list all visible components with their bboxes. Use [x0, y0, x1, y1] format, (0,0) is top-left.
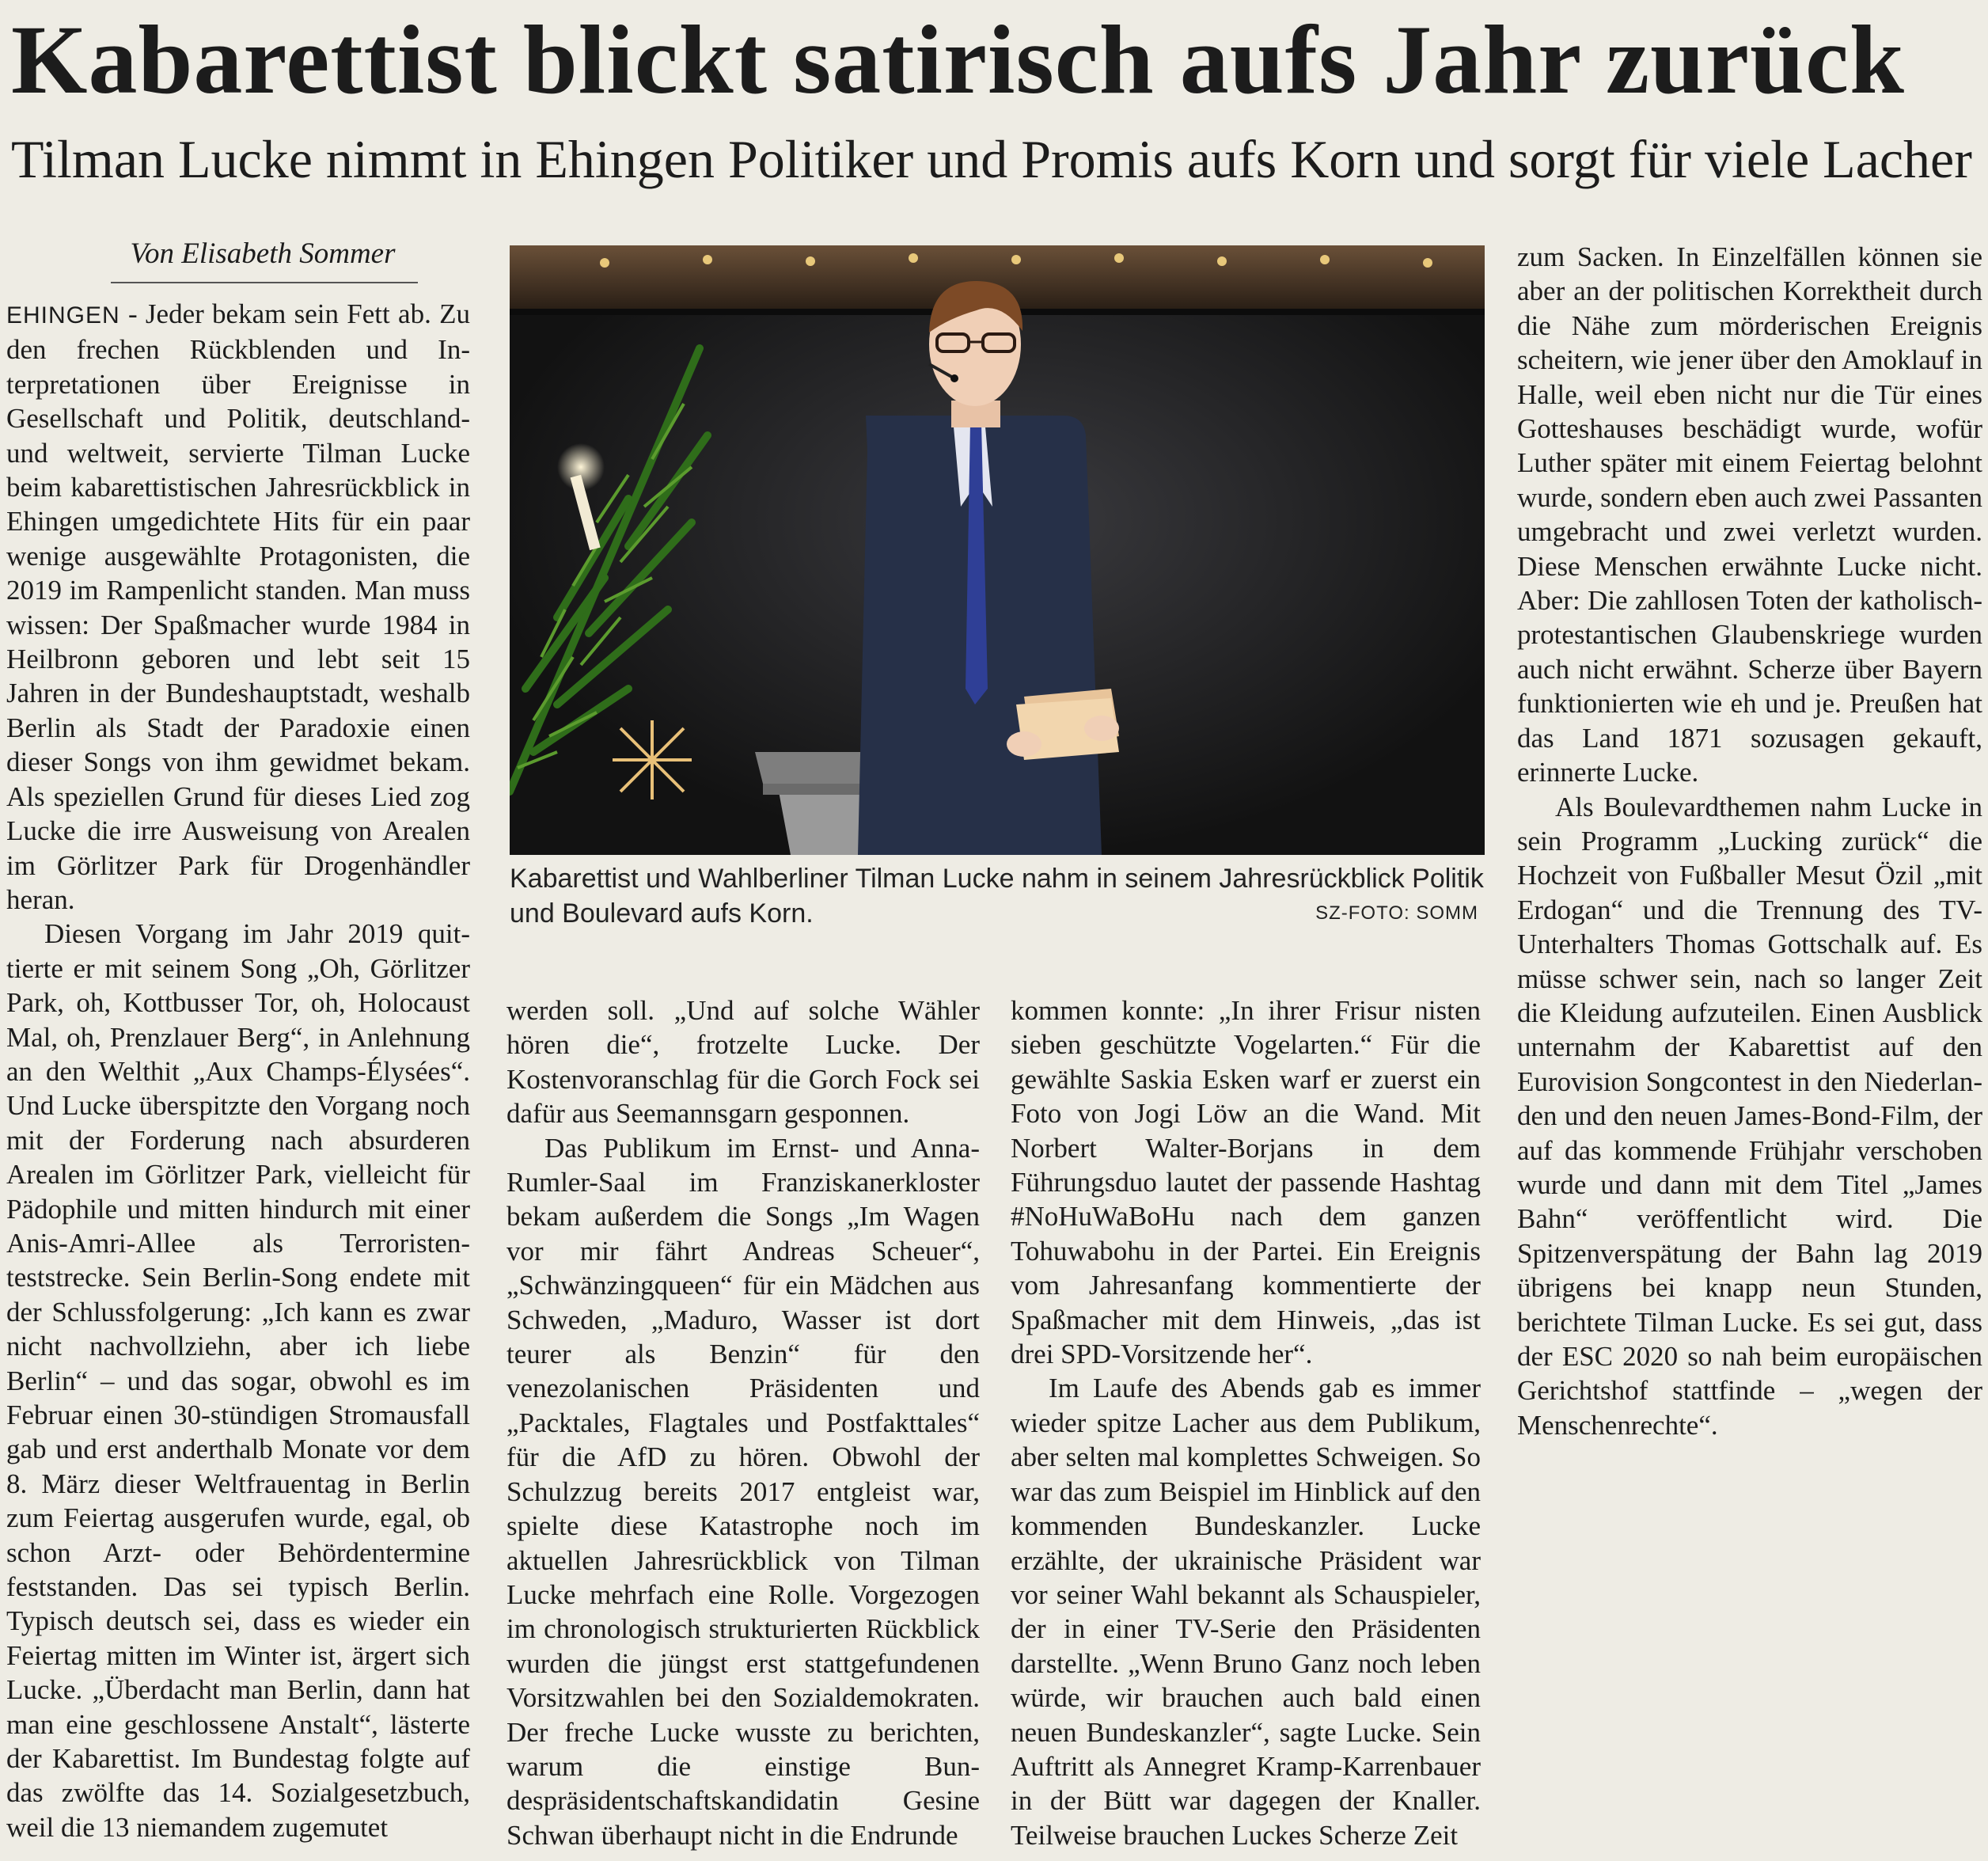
photo-credit: SZ-FOTO: SOMM	[1315, 902, 1478, 924]
continued-text: kommen konnte: „In ihrer Frisur nisten sieben geschützte Vogelarten.“ Für die gewählte Saskia Esken warf er zuerst ein Foto von Jogi Löw an die Wand. Mit Norbert Walter-Borjans in dem Führungsduo lautet der passende Hashtag #NoHuWaBoHu nach dem ganzen Tohuwabohu in der Partei. Ein Ereignis vom Jahresanfang kommentierte der Spaßmacher mit dem Hinweis, „das ist drei SPD-Vorsitzende her“.	[1011, 995, 1481, 1370]
paragraph-5: Als Boulevardthemen nahm Lucke in sein Programm „Lucking zurück“ die Hochzeit von Fußballer Mesut Özil „mit Erdogan“ und die Trennung des TV-Unterhalters Thomas Gottschalk auf. Es müsse schwer sein, nach so langer Zeit die Kleidung aufzuteilen. Einen Ausblick unternahm der Kabarettist auf den Eurovision Songcontest in den Niederlanden und den neuen James-Bond-Film, der auf das kommende Frühjahr verschoben wurde und dann mit dem Titel „James Bahn“ veröffentlicht wird. Die Spitzenverspätung der Bahn lag 2019 übrigens bei knapp neun Stunden, berichtete Tilman Lucke. Es sei gut, dass der ESC 2020 so nah beim europäischen Gerichtshof stattfinde – „wegen der Menschenrechte“.	[1517, 791, 1982, 1441]
stage-photo-illustration	[510, 245, 1485, 855]
continued-text: zum Sacken. In Einzelfällen können sie aber an der politischen Korrektheit durch die Nähe zum mörderischen Ereignis scheitern, wie jener über den Amoklauf in Halle, weil eben nicht nur die Tür eines Gotteshauses beschädigt wurde, wofür Luther später mit einem Feiertag belohnt wurde, sondern eben auch zwei Passanten umgebracht und zwei verletzt wurden. Diese Menschen erwähnte Lucke nicht. Aber: Die zahllosen Toten der katholisch-protestantischen Glaubenskriege wurden auch nicht erwähnt. Scherze über Bayern funktionierten wie eh und je. Preußen hat das Land 1871 sozusagen gekauft, erinnerte Lucke.	[1517, 241, 1982, 788]
caption-text: Kabarettist und Wahlberliner Tilman Lucke nahm in seinem Jahresrückblick Politik und Boulevard aufs Korn.	[510, 864, 1484, 929]
lead-text: - Jeder bekam sein Fett ab. Zu den frechen Rückblenden und Interpretationen über Ereignisse in Gesellschaft und Politik, deutschland- und weltweit, servierte Tilman Lucke beim kabarettistischen Jahresrückblick in Ehingen umgedichtete Hits für ein paar wenige ausgewählte Protagonisten, die 2019 im Rampenlicht standen. Man muss wissen: Der Spaßmacher wurde 1984 in Heilbronn geboren und lebt seit 15 Jahren in der Bundeshauptstadt, weshalb Berlin als Stadt der Paradoxie einen dieser Songs von ihm gewidmet bekam. Als speziellen Grund für dieses Lied zog Lucke die irre Ausweisung von Arealen im Görlitzer Park für Drogenhändler heran.	[6, 298, 470, 915]
byline-rule	[111, 282, 418, 283]
photo-caption	[510, 861, 1485, 931]
paragraph-3: Das Publikum im Ernst- und Anna-Rumler-Saal im Franziskanerkloster bekam außerdem die Songs „Im Wagen vor mir fährt Andreas Scheuer“, „Schwänzingqueen“ für ein Mädchen aus Schweden, „Maduro, Wasser ist dort teurer als Benzin“ für den venezolanischen Präsidenten und „Packtales, Flagtales und Postfakttales“ für die AfD zu hören. Obwohl der Schulzzug bereits 2017 entgleist war, spielte diese Katastrophe noch im aktuellen Jahresrückblick von Tilman Lucke mehrfach eine Rolle. Vorgezogen im chronologisch strukturierten Rückblick wurden die jüngst erst stattgefundenen Vorsitzwahlen bei den Sozialdemokraten. Der freche Lucke wusste zu berichten, warum die einstige Bundespräsidentschaftskandidatin Gesine Schwan überhaupt nicht in die Endrunde	[506, 1132, 980, 1851]
column-4	[1517, 240, 1982, 1442]
dateline: EHINGEN	[6, 302, 120, 329]
subheadline: Tilman Lucke nimmt in Ehingen Politiker und Promis aufs Korn und sorgt für viele Lacher	[11, 129, 1972, 189]
column-2	[506, 993, 980, 1852]
continued-text: werden soll. „Und auf solche Wähler hören die“, frotzelte Lucke. Der Kostenvoranschlag für die Gorch Fock sei dafür aus Seemannsgarn gesponnen.	[506, 995, 980, 1130]
paragraph-2: Diesen Vorgang im Jahr 2019 quittierte er mit seinem Song „Oh, Görlitzer Park, oh, Kottbusser Tor, oh, Holocaust Mal, oh, Prenzlauer Berg“, in Anlehnung an den Welthit „Aux Champs-Élysées“. Und Lucke überspitzte den Vorgang noch mit der Forderung nach absurderen Arealen im Görlitzer Park, vielleicht für Pädophile und mitten hindurch mit einer Anis-Amri-Allee als Terroristenteststrecke. Sein Berlin-Song endete mit der Schlussfolgerung: „Ich kann es zwar nicht nachvollziehn, aber ich liebe Berlin“ – und das sogar, obwohl es im Februar einen 30-stündigen Stromausfall gab und erst anderthalb Monate vor dem 8. März dieser Weltfrauentag in Berlin zum Feiertag ausgerufen wurde, egal, ob schon Arzt- oder Behördentermine feststanden. Das sei typisch Berlin. Typisch deutsch sei, dass es wieder ein Feiertag mitten im Winter ist, ärgert sich Lucke. „Überdacht man Berlin, dann hat man eine geschlossene Anstalt“, lästerte der Kabarettist. Im Bundestag folgte auf das zwölfte das 14. Sozialgesetzbuch, weil die 13 niemandem zugemutet	[6, 918, 470, 1843]
column-1	[6, 297, 470, 1844]
byline: Von Elisabeth Sommer	[130, 237, 396, 270]
headline: Kabarettist blickt satirisch aufs Jahr zurück	[11, 6, 1906, 114]
column-3	[1011, 993, 1481, 1852]
lead-paragraph	[6, 297, 470, 917]
paragraph-4: Im Laufe des Abends gab es immer wieder spitze Lacher aus dem Publikum, aber selten mal komplettes Schweigen. So war das zum Beispiel im Hinblick auf den kommenden Bundeskanzler. Lucke erzählte, der ukrainische Präsident war vor seiner Wahl bekannt als Schauspieler, der in einer TV-Serie den Präsidenten darstellte. „Wenn Bruno Ganz noch leben würde, wir brauchen auch bald einen neuen Bundeskanzler“, sagte Lucke. Sein Auftritt als Annegret Kramp-Karrenbauer in der Bütt war dagegen der Knaller. Teilweise brauchen Luckes Scherze Zeit	[1011, 1373, 1481, 1851]
article-photo	[510, 245, 1485, 855]
